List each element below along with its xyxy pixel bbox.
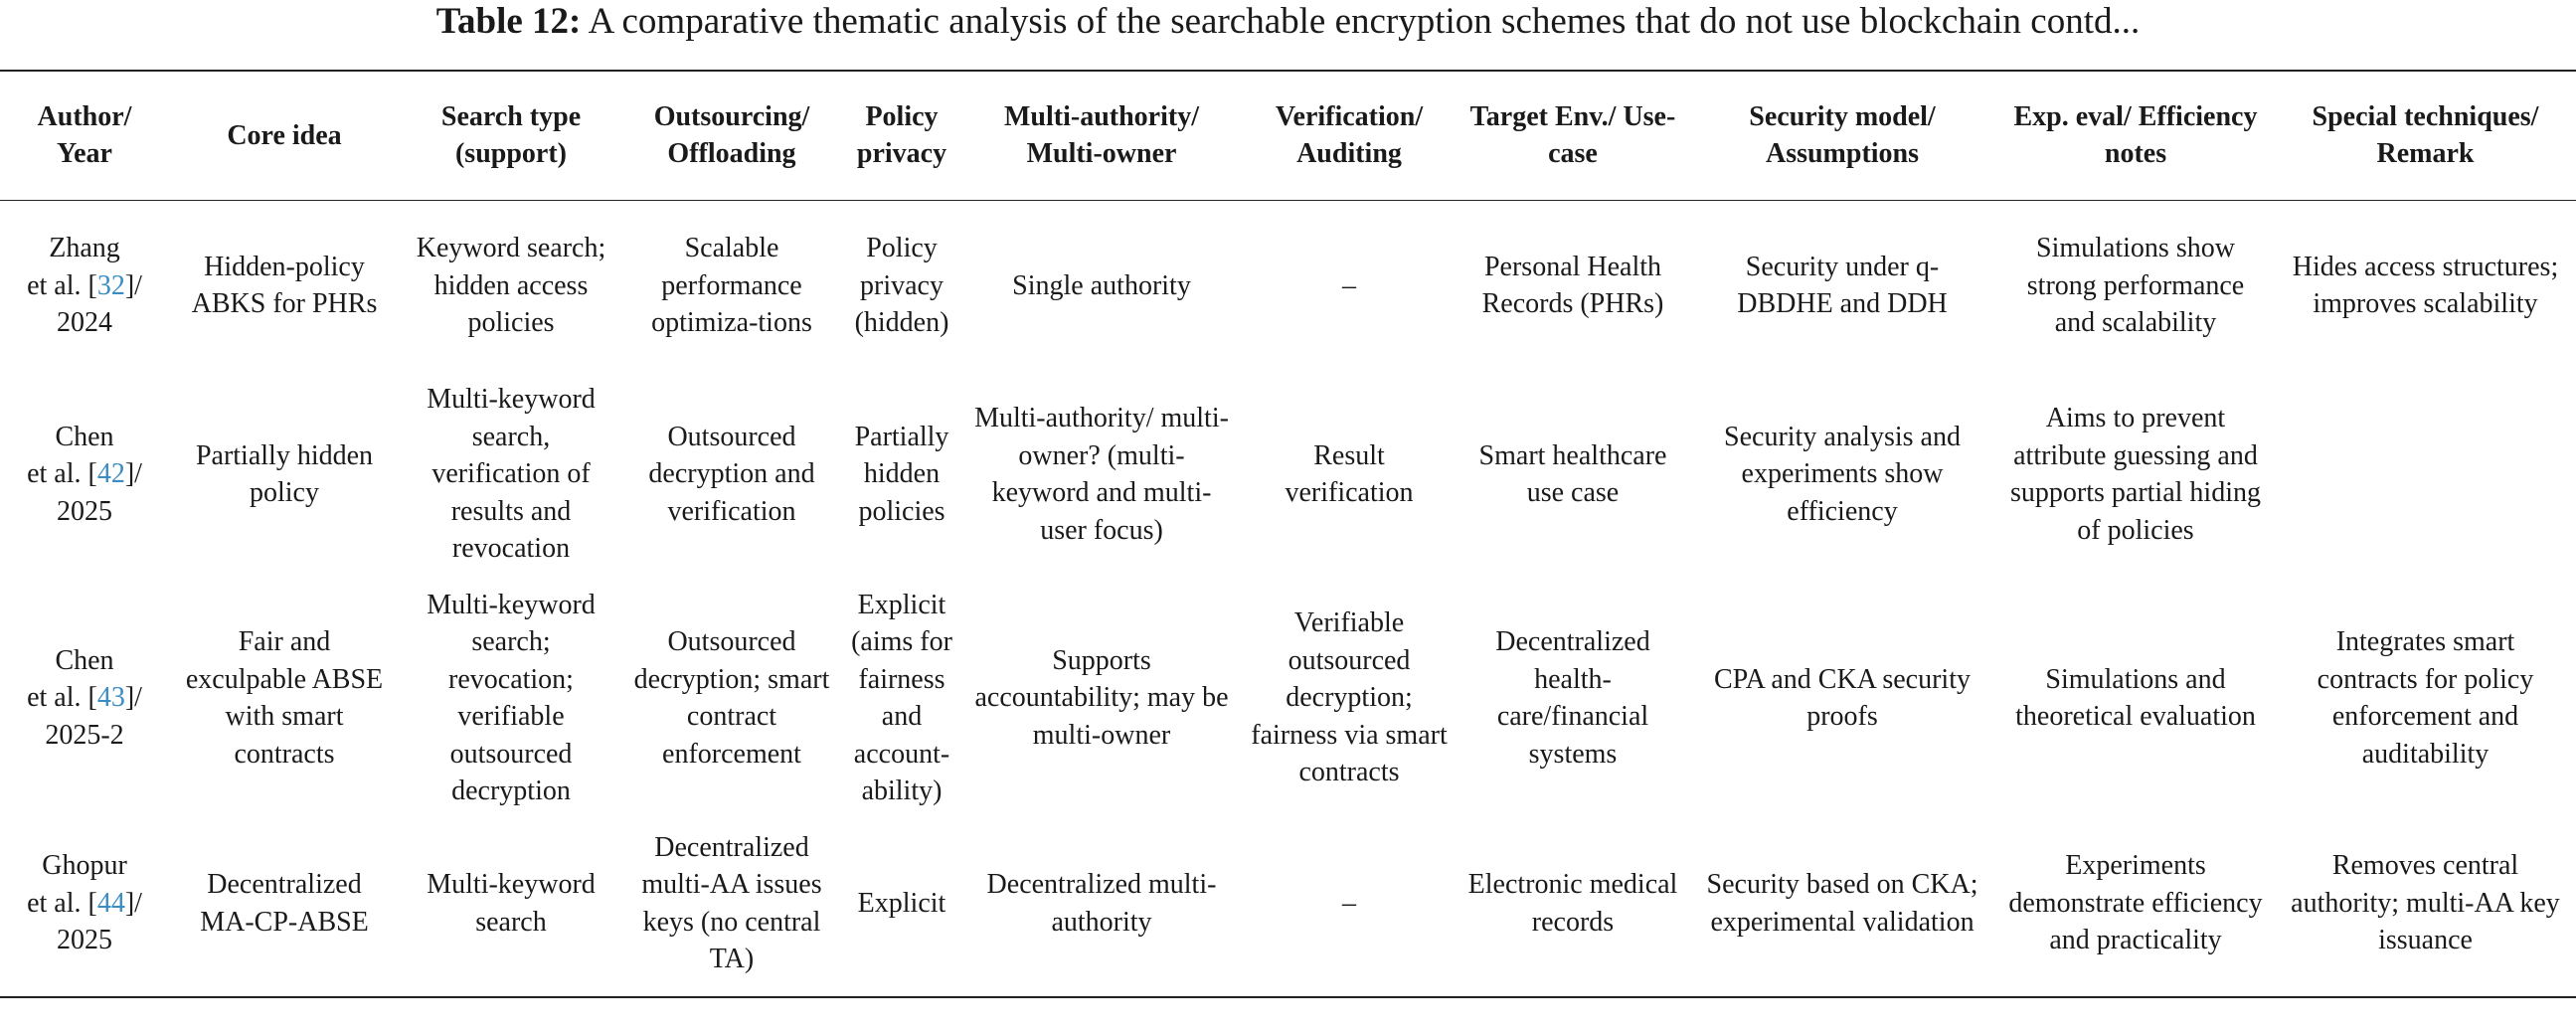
citation-link[interactable]: 32	[96, 269, 125, 301]
author-name: Zhang	[49, 233, 120, 263]
cell-exp-eval: Simulations show strong performance and scalability	[2026, 233, 2245, 338]
author-etal: et al. [	[27, 682, 97, 714]
author-etal: et al. [	[27, 269, 97, 301]
cell-core-idea: Hidden-policy ABKS for PHRs	[191, 251, 378, 320]
cell-exp-eval: Simulations and theoretical evaluation	[2015, 663, 2256, 732]
citation-link[interactable]: 43	[96, 682, 125, 714]
cell-verification: –	[1342, 887, 1356, 919]
table-caption-text: A comparative thematic analysis of the searchable encryption schemes that do not use blockchain contd...	[581, 1, 2141, 42]
citation-link[interactable]: 44	[96, 887, 125, 919]
table-row	[0, 200, 2576, 363]
table-row	[0, 586, 2576, 810]
author-year: ]/ 2025	[57, 458, 142, 527]
cell-outsourcing: Decentralized multi-AA issues keys (no central TA)	[641, 831, 822, 974]
cell-special-techniques: Hides access structures; improves scalability	[2292, 251, 2559, 320]
cell-search-type: Multi-keyword search, verification of results and revocation	[427, 384, 596, 565]
cell-outsourcing: Outsourced decryption and verification	[648, 421, 815, 527]
header-special-techniques: Special techniques/ Remark	[2312, 100, 2539, 170]
table-row	[0, 363, 2576, 586]
cell-core-idea: Decentralized MA-CP-ABSE	[200, 869, 369, 938]
cell-special-techniques	[2275, 363, 2576, 586]
header-verification: Verification/ Auditing	[1275, 100, 1424, 170]
cell-verification: Verifiable outsourced decryption; fairness via smart contracts	[1251, 607, 1448, 788]
author-name: Chen	[55, 421, 114, 452]
author-name: Chen	[55, 644, 114, 676]
cell-policy-privacy: Explicit	[857, 887, 946, 919]
cell-author-year	[0, 200, 169, 363]
citation-link[interactable]: 42	[96, 458, 125, 490]
table-caption-label: Table 12:	[435, 1, 582, 42]
table-row	[0, 810, 2576, 997]
cell-author-year	[0, 810, 169, 997]
cell-policy-privacy: Explicit (aims for fairness and account-ability)	[851, 589, 952, 806]
author-year: ]/ 2025	[57, 887, 142, 956]
cell-search-type: Multi-keyword search	[427, 869, 596, 938]
cell-outsourcing: Scalable performance optimiza-tions	[651, 233, 812, 338]
header-target-env: Target Env./ Use-case	[1469, 100, 1676, 170]
cell-target-env: Smart healthcare use case	[1478, 439, 1667, 508]
header-multi-authority: Multi-authority/ Multi-owner	[1004, 100, 1199, 170]
cell-multi-authority: Single authority	[1012, 269, 1191, 301]
cell-multi-authority: Decentralized multi-authority	[986, 869, 1217, 938]
cell-special-techniques: Removes central authority; multi-AA key issuance	[2291, 850, 2560, 956]
cell-security-model: Security based on CKA; experimental validation	[1706, 869, 1978, 938]
header-policy-privacy: Policy privacy	[856, 100, 947, 170]
cell-exp-eval: Aims to prevent attribute guessing and supports partial hiding of policies	[2010, 403, 2261, 546]
cell-target-env: Electronic medical records	[1467, 869, 1678, 938]
cell-search-type: Keyword search; hidden access policies	[416, 233, 606, 338]
cell-policy-privacy: Policy privacy (hidden)	[854, 233, 949, 338]
cell-multi-authority: Supports accountability; may be multi-owner	[974, 644, 1229, 751]
header-search-type: Search type (support)	[440, 100, 582, 170]
comparison-table	[0, 70, 2576, 998]
header-security-model: Security model/ Assumptions	[1749, 100, 1936, 170]
header-author-year: Author/ Year	[37, 100, 132, 170]
header-outsourcing: Outsourcing/ Offloading	[653, 100, 810, 170]
cell-core-idea: Fair and exculpable ABSE with smart contracts	[185, 626, 384, 770]
cell-target-env: Personal Health Records (PHRs)	[1481, 251, 1664, 320]
cell-outsourcing: Outsourced decryption; smart contract enforcement	[633, 626, 830, 770]
cell-security-model: CPA and CKA security proofs	[1714, 663, 1971, 732]
header-core-idea: Core idea	[227, 119, 342, 151]
cell-verification: Result verification	[1285, 439, 1414, 508]
cell-exp-eval: Experiments demonstrate efficiency and practicality	[2008, 850, 2263, 956]
cell-search-type: Multi-keyword search; revocation; verifiable outsourced decryption	[427, 589, 596, 806]
cell-core-idea: Partially hidden policy	[195, 439, 374, 508]
header-exp-eval: Exp. eval/ Efficiency notes	[2013, 100, 2258, 170]
cell-target-env: Decentralized health-care/financial systems	[1495, 626, 1650, 770]
cell-special-techniques: Integrates smart contracts for policy enforcement and auditability	[2317, 626, 2534, 770]
cell-author-year	[0, 586, 169, 810]
author-year: ]/ 2025-2	[45, 682, 142, 751]
cell-multi-authority: Multi-authority/ multi-owner? (multi-keyword and multi-user focus)	[974, 403, 1229, 546]
cell-author-year	[0, 363, 169, 586]
author-etal: et al. [	[27, 887, 97, 919]
author-name: Ghopur	[42, 850, 127, 882]
table-header-row	[0, 71, 2576, 200]
author-year: ]/ 2024	[57, 269, 142, 338]
table-caption	[0, 0, 2576, 44]
author-etal: et al. [	[27, 458, 97, 490]
cell-policy-privacy: Partially hidden policies	[854, 421, 949, 527]
cell-security-model: Security under q-DBDHE and DDH	[1737, 251, 1948, 320]
cell-verification: –	[1342, 269, 1356, 301]
cell-security-model: Security analysis and experiments show efficiency	[1724, 421, 1961, 527]
